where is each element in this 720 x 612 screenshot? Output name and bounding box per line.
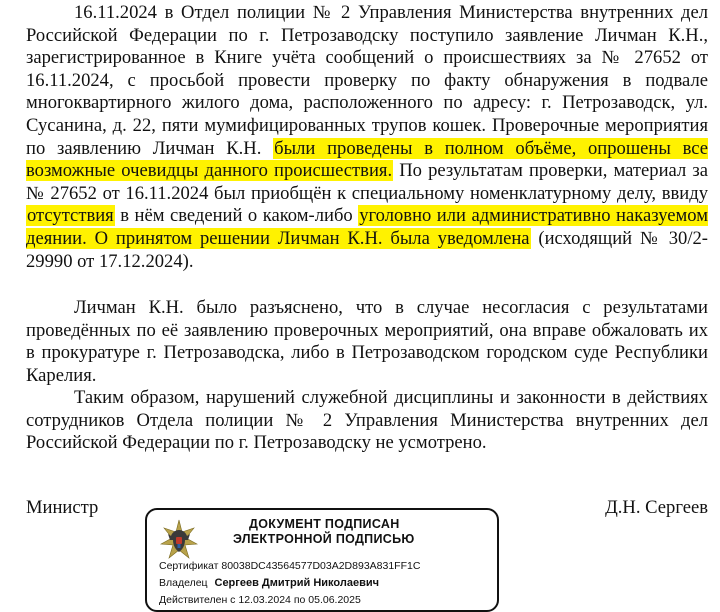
signatory-position: Министр (26, 497, 99, 518)
police-emblem-icon (159, 518, 199, 566)
electronic-signature-stamp (145, 508, 499, 612)
paragraph-appeal-rights: Личман К.Н. было разъяснено, что в случае несогласия с результатами проведённых по её заявлению проверочных мероприятий, она вправе обжаловать их в прокуратуре г. Петрозаводска, либо в Петрозаводском городском суде Республики Карелия. (26, 297, 708, 386)
text-segment: 16.11.2024 в Отдел полиции № 2 Управления Министерства внутренних дел Российской Федерации по г. Петрозаводску поступило заявление Личман К.Н., зарегистрированное в Книге учёта сообщений о происшествиях за № 27652 от 16.11.2024, с просьбой провести проверку по факту обнаружения в подвале многоквартирного жилого дома, расположенного по адресу: г. Петрозаводск, ул. Сусанина, д. 22, пяти мумифицированных трупов кошек. Проверочные мероприятия по заявлению Личман К.Н. (26, 2, 708, 159)
certificate-value: 80038DC43564577D03A2D893A831FF1C (221, 560, 421, 572)
stamp-owner-row (159, 577, 379, 590)
paragraph-conclusion: Таким образом, нарушений служебной дисциплины и законности в действиях сотрудников Отдела полиции № 2 Управления Министерства внутренних дел Российской Федерации по г. Петрозаводску не усмотрено. (26, 387, 708, 454)
stamp-title-line2: ЭЛЕКТРОННОЙ ПОДПИСЬЮ (233, 532, 415, 546)
owner-value: Сергеев Дмитрий Николаевич (214, 577, 379, 589)
highlight-checks-conducted: были проведены в полном объёме, опрошены все возможные очевидцы данного происшествия. (26, 137, 708, 182)
stamp-title (233, 517, 471, 547)
certificate-label: Сертификат (159, 560, 219, 572)
highlight-absence: отсутствия (27, 205, 114, 227)
stamp-title-line1: ДОКУМЕНТ ПОДПИСАН (249, 517, 400, 531)
stamp-certificate-row (159, 560, 420, 573)
stamp-validity-row: Действителен с 12.03.2024 по 05.06.2025 (159, 594, 361, 606)
text-segment: в нём сведений о каком-либо (120, 205, 353, 227)
text-segment: По результатам проверки, материал за № 27652 от 16.11.2024 был приобщён к специальному номенклатурному делу, ввиду (26, 160, 708, 204)
owner-label: Владелец (159, 577, 208, 589)
highlight-decision: уголовно или административно наказуемом деянии. О принятом решении Личман К.Н. была уведомлена (26, 205, 709, 249)
signatory-name: Д.Н. Сергеев (605, 497, 708, 518)
paragraph-application (26, 2, 708, 273)
text-segment: (исходящий № 30/2-29990 от 17.12.2024). (26, 227, 708, 272)
